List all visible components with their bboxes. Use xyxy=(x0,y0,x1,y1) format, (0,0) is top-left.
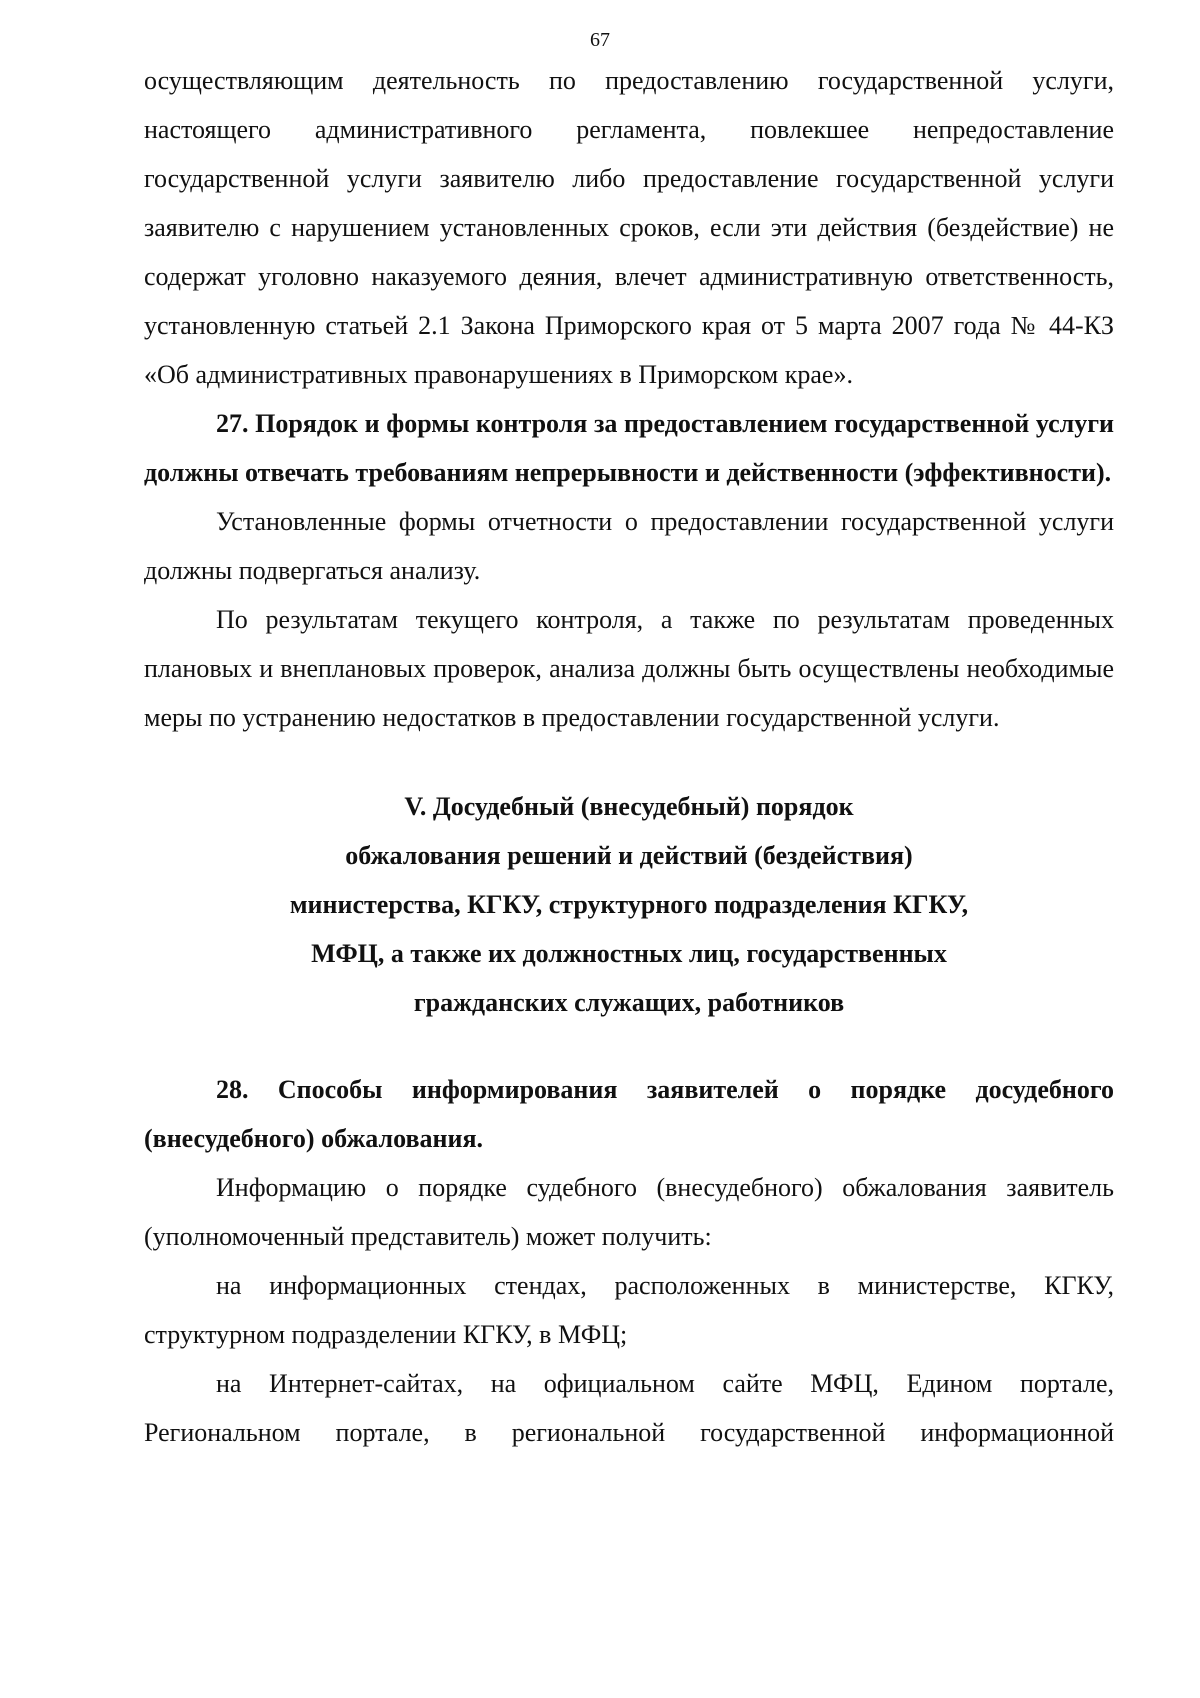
section-heading xyxy=(144,782,1114,1027)
paragraph-control-results: По результатам текущего контроля, а также по результатам проведенных плановых и внеплановых проверок, анализа должны быть осуществлены необходимые меры по устранению недостатков в предоставлении государственной услуги. xyxy=(144,605,1114,732)
section-heading-line: министерства, КГКУ, структурного подразделения КГКУ, xyxy=(289,890,969,919)
paragraph-liability: осуществляющим деятельность по предоставлению государственной услуги, настоящего административного регламента, повлекшее непредоставление государственной услуги заявителю либо предоставление государственной услуги заявителю с нарушением установленных сроков, если эти действия (бездействие) не содержат уголовно наказуемого деяния, влечет административную ответственность, установленную статьей 2.1 Закона Приморского края от 5 марта 2007 года № 44-КЗ «Об административных правонарушениях в Приморском крае». xyxy=(144,66,1114,389)
paragraph-info-stands: на информационных стендах, расположенных в министерстве, КГКУ, структурном подразделении КГКУ, в МФЦ; xyxy=(144,1271,1114,1349)
paragraph-reporting: Установленные формы отчетности о предоставлении государственной услуги должны подвергаться анализу. xyxy=(144,507,1114,585)
document-body xyxy=(144,56,1114,1457)
page-number: 67 xyxy=(590,29,610,51)
paragraph-item-27: 27. Порядок и формы контроля за предоставлением государственной услуги должны отвечать требованиям непрерывности и действенности (эффективности). xyxy=(144,409,1114,487)
section-heading-line: обжалования решений и действий (бездействия) xyxy=(345,841,913,870)
section-heading-line: МФЦ, а также их должностных лиц, государственных xyxy=(311,939,947,968)
paragraph-item-28: 28. Способы информирования заявителей о порядке досудебного (внесудебного) обжалования. xyxy=(144,1075,1114,1153)
paragraph-websites: на Интернет-сайтах, на официальном сайте МФЦ, Едином портале, Региональном портале, в региональной государственной информационной xyxy=(144,1369,1114,1447)
section-heading-line: V. Досудебный (внесудебный) порядок xyxy=(404,792,854,821)
paragraph-info-sources: Информацию о порядке судебного (внесудебного) обжалования заявитель (уполномоченный представитель) может получить: xyxy=(144,1173,1114,1251)
section-heading-line: гражданских служащих, работников xyxy=(413,988,845,1017)
